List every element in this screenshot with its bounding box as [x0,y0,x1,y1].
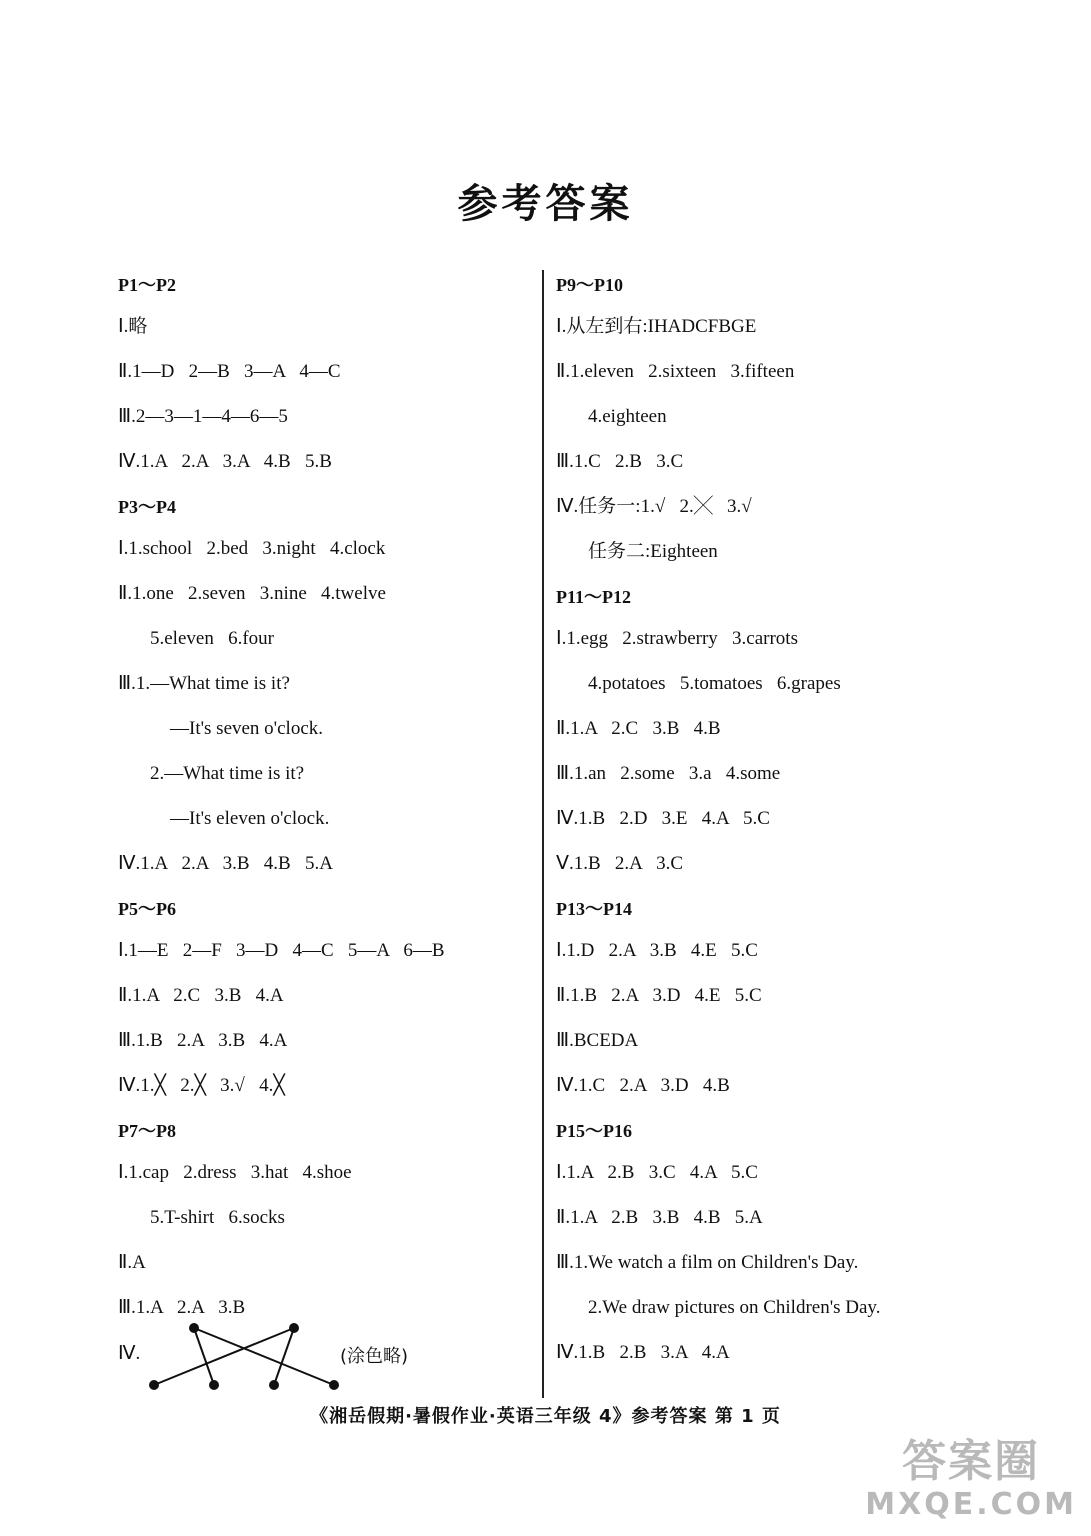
answer-line: 2.—What time is it? [150,763,305,784]
match-dot [289,1323,299,1333]
answer-line: Ⅲ.1.A 2.A 3.B [118,1297,246,1318]
answer-line: Ⅱ.1.A 2.B 3.B 4.B 5.A [556,1207,763,1228]
answer-line: 5.T-shirt 6.socks [150,1207,285,1228]
answer-line: 4.potatoes 5.tomatoes 6.grapes [588,673,841,694]
answer-line: Ⅲ.2—3—1—4—6—5 [118,406,288,427]
answer-line: Ⅴ.1.B 2.A 3.C [556,853,684,874]
answer-line: Ⅳ.1.A 2.A 3.A 4.B 5.B [118,451,332,472]
matching-lines-diagram [148,1310,348,1400]
section-heading-p1-p2: P1～P2 [118,275,176,295]
answer-line: Ⅳ.1.╳ 2.╳ 3.√ 4.╳ [118,1075,285,1096]
match-line [154,1328,294,1385]
page-footer: 《湘岳假期·暑假作业·英语三年级 4》参考答案 第 1 页 [310,1406,781,1427]
matching-diagram-row [118,1338,528,1398]
column-divider [542,270,544,1398]
left-column [118,270,528,1398]
watermark-url: MXQE.COM [865,1487,1077,1522]
match-dot [189,1323,199,1333]
answer-line: Ⅳ.1.B 2.B 3.A 4.A [556,1342,730,1363]
answer-line: Ⅱ.1.B 2.A 3.D 4.E 5.C [556,985,762,1006]
section-heading-p11-p12: P11～P12 [556,587,631,607]
answer-line: 5.eleven 6.four [150,628,274,649]
section-heading-p3-p4: P3～P4 [118,497,176,517]
answer-line: 2.We draw pictures on Children's Day. [588,1297,881,1318]
right-column [556,270,1036,1383]
match-dot [149,1380,159,1390]
answer-line: Ⅱ.A [118,1252,146,1273]
answer-line: Ⅱ.1—D 2—B 3—A 4—C [118,361,341,382]
answer-line: Ⅰ.从左到右:IHADCFBGE [556,316,757,337]
answer-line: Ⅰ.1.A 2.B 3.C 4.A 5.C [556,1162,758,1183]
answer-line: Ⅰ.1.school 2.bed 3.night 4.clock [118,538,386,559]
answer-line: 任务二:Eighteen [588,541,718,562]
match-dot [209,1380,219,1390]
answer-line: Ⅰ.1.egg 2.strawberry 3.carrots [556,628,798,649]
match-line [194,1328,334,1385]
answer-line: Ⅲ.1.C 2.B 3.C [556,451,684,472]
answer-line: Ⅲ.1.—What time is it? [118,673,290,694]
watermark-cn: 答案圈 [902,1436,1041,1487]
section-heading-p13-p14: P13～P14 [556,899,632,919]
coloring-note: (涂色略) [340,1346,409,1367]
answer-line: Ⅳ.1.A 2.A 3.B 4.B 5.A [118,853,333,874]
answer-line: Ⅲ.BCEDA [556,1030,639,1051]
answer-line: Ⅲ.1.B 2.A 3.B 4.A [118,1030,288,1051]
answer-line: —It's seven o'clock. [170,718,324,739]
match-dot [329,1380,339,1390]
answer-line: Ⅰ.1—E 2—F 3—D 4—C 5—A 6—B [118,940,445,961]
answer-line: Ⅰ.1.D 2.A 3.B 4.E 5.C [556,940,758,961]
answer-line: Ⅱ.1.eleven 2.sixteen 3.fifteen [556,361,795,382]
match-line [274,1328,294,1385]
answer-line: 4.eighteen [588,406,667,427]
answer-line: Ⅱ.1.one 2.seven 3.nine 4.twelve [118,583,386,604]
answer-line: Ⅰ.略 [118,316,148,337]
answer-line: Ⅳ.1.C 2.A 3.D 4.B [556,1075,730,1096]
answer-line: Ⅲ.1.an 2.some 3.a 4.some [556,763,781,784]
answer-line: Ⅳ.任务一:1.√ 2.╳ 3.√ [556,496,752,517]
section-heading-p5-p6: P5～P6 [118,899,176,919]
matching-label: Ⅳ. [118,1343,141,1364]
match-line [194,1328,214,1385]
match-dot [269,1380,279,1390]
answer-line: Ⅲ.1.We watch a film on Children's Day. [556,1252,859,1273]
answer-line: Ⅰ.1.cap 2.dress 3.hat 4.shoe [118,1162,352,1183]
answer-line: Ⅱ.1.A 2.C 3.B 4.B [556,718,721,739]
section-heading-p9-p10: P9～P10 [556,275,623,295]
answer-line: Ⅱ.1.A 2.C 3.B 4.A [118,985,284,1006]
answer-line: —It's eleven o'clock. [170,808,330,829]
section-heading-p7-p8: P7～P8 [118,1121,176,1141]
page-title: 参考答案 [457,181,634,227]
section-heading-p15-p16: P15～P16 [556,1121,632,1141]
watermark-logo [865,1436,1077,1522]
answer-line: Ⅳ.1.B 2.D 3.E 4.A 5.C [556,808,770,829]
